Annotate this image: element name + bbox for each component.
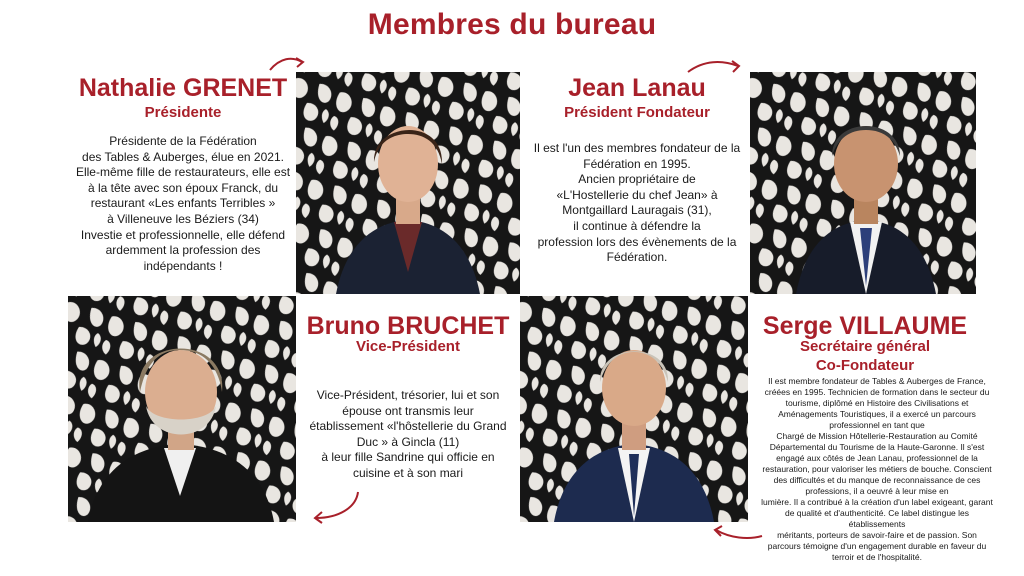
bio-line: Vice-Président, trésorier, lui et son — [316, 388, 500, 402]
member-role2-villaume: Co-Fondateur — [815, 357, 915, 374]
member-bio-grenet — [72, 134, 294, 274]
bio-line: profession lors des évènements de la — [537, 234, 737, 249]
bio-line: épouse ont transmis leur — [342, 403, 474, 418]
bio-line: cuisine et à son mari — [352, 465, 464, 480]
bio-line: Investie et professionnelle, elle défend — [80, 227, 286, 242]
bio-line: lumière. Il a contribué à la création d'un label exigeant, garant — [761, 497, 993, 507]
bio-line: Présidente de la Fédération — [109, 134, 257, 148]
bio-line: professionnel en tant que — [829, 420, 925, 430]
page-title: Membres du bureau — [367, 8, 657, 41]
member-role-bruchet: Vice-Président — [356, 338, 460, 355]
bio-line: professions, il a oeuvré à leur mise en — [805, 486, 949, 496]
bio-line: «L'Hostellerie du chef Jean» à — [556, 187, 718, 202]
bio-line: Fédération. — [606, 250, 668, 265]
bio-line: Aménagements Touristiques, il a exercé un parcours — [778, 409, 976, 419]
bio-line: restaurant «Les enfants Terribles » — [90, 196, 276, 211]
bio-line: des Tables & Auberges, élue en 2021. — [82, 149, 284, 164]
member-bio-villaume — [750, 376, 1004, 563]
member-name-villaume: Serge VILLAUME — [762, 312, 968, 340]
bio-line: Duc » à Gincla (11) — [356, 434, 460, 449]
member-name-lanau: Jean Lanau — [568, 74, 706, 102]
member-bio-bruchet — [296, 388, 520, 482]
bio-line: Départemental du Tourisme de la Haute-Garonne. Il s'est — [769, 442, 985, 452]
bio-line: il continue à défendre la — [573, 218, 701, 233]
member-bio-lanau — [524, 141, 750, 266]
bio-line: terroir et de l'hospitalité. — [832, 552, 922, 562]
bio-line: ardemment la profession des — [105, 243, 261, 258]
bio-line: à la tête avec son époux Franck, du — [87, 180, 279, 195]
bio-line: Il est membre fondateur de Tables & Auberges de France, — [768, 376, 986, 386]
photo-bruchet — [68, 296, 296, 522]
bio-line: engagé aux côtés de Jean Lanau, professionnel de la — [776, 453, 978, 463]
bio-line: des difficultés et du manque de reconnaissance de ces — [773, 475, 981, 485]
bio-line: Elle-même fille de restaurateurs, elle est — [75, 165, 291, 180]
bio-line: à Villeneuve les Béziers (34) — [107, 211, 259, 226]
bio-line: Fédération en 1995. — [583, 156, 691, 171]
bio-line: tourisme, diplômé en Histoire des Civilisations et — [785, 398, 969, 408]
curved-arrow-right-icon — [268, 54, 308, 74]
bio-line: indépendants ! — [143, 258, 223, 273]
member-role-villaume: Secrétaire général — [799, 338, 931, 355]
photo-villaume — [520, 296, 748, 522]
bio-line: Il est l'un des membres fondateur de la — [533, 141, 741, 155]
bio-line: Montgaillard Lauragais (31), — [562, 203, 712, 218]
bio-line: à leur fille Sandrine qui officie en — [321, 450, 495, 465]
member-role-lanau: Président Fondateur — [564, 104, 710, 121]
curved-arrow-right-icon — [686, 58, 744, 78]
curved-arrow-left-icon — [708, 520, 764, 542]
bio-line: établissement «l'hôstellerie du Grand — [309, 419, 507, 434]
bio-line: parcours témoigne d'un engagement durable en faveur du — [767, 541, 987, 551]
bio-line: de qualité et d'authenticité. Ce label distingue les — [784, 508, 970, 518]
bio-line: restauration, pour valoriser les métiers de bouche. Conscient — [762, 464, 992, 474]
bio-line: Ancien propriétaire de — [578, 172, 696, 187]
photo-grenet — [296, 72, 520, 294]
bio-line: établissements — [848, 519, 906, 529]
bio-line: créées en 1995. Technicien de formation dans le secteur du — [764, 387, 990, 397]
member-role-grenet: Présidente — [144, 104, 222, 121]
bio-line: méritants, porteurs de savoir-faire et de passion. Son — [777, 530, 977, 540]
photo-lanau — [750, 72, 976, 294]
curved-arrow-left-icon — [308, 488, 362, 524]
bio-line: Chargé de Mission Hôtellerie-Restauration au Comité — [776, 431, 978, 441]
member-name-grenet: Nathalie GRENET — [78, 74, 288, 102]
member-name-bruchet: Bruno BRUCHET — [306, 312, 510, 340]
